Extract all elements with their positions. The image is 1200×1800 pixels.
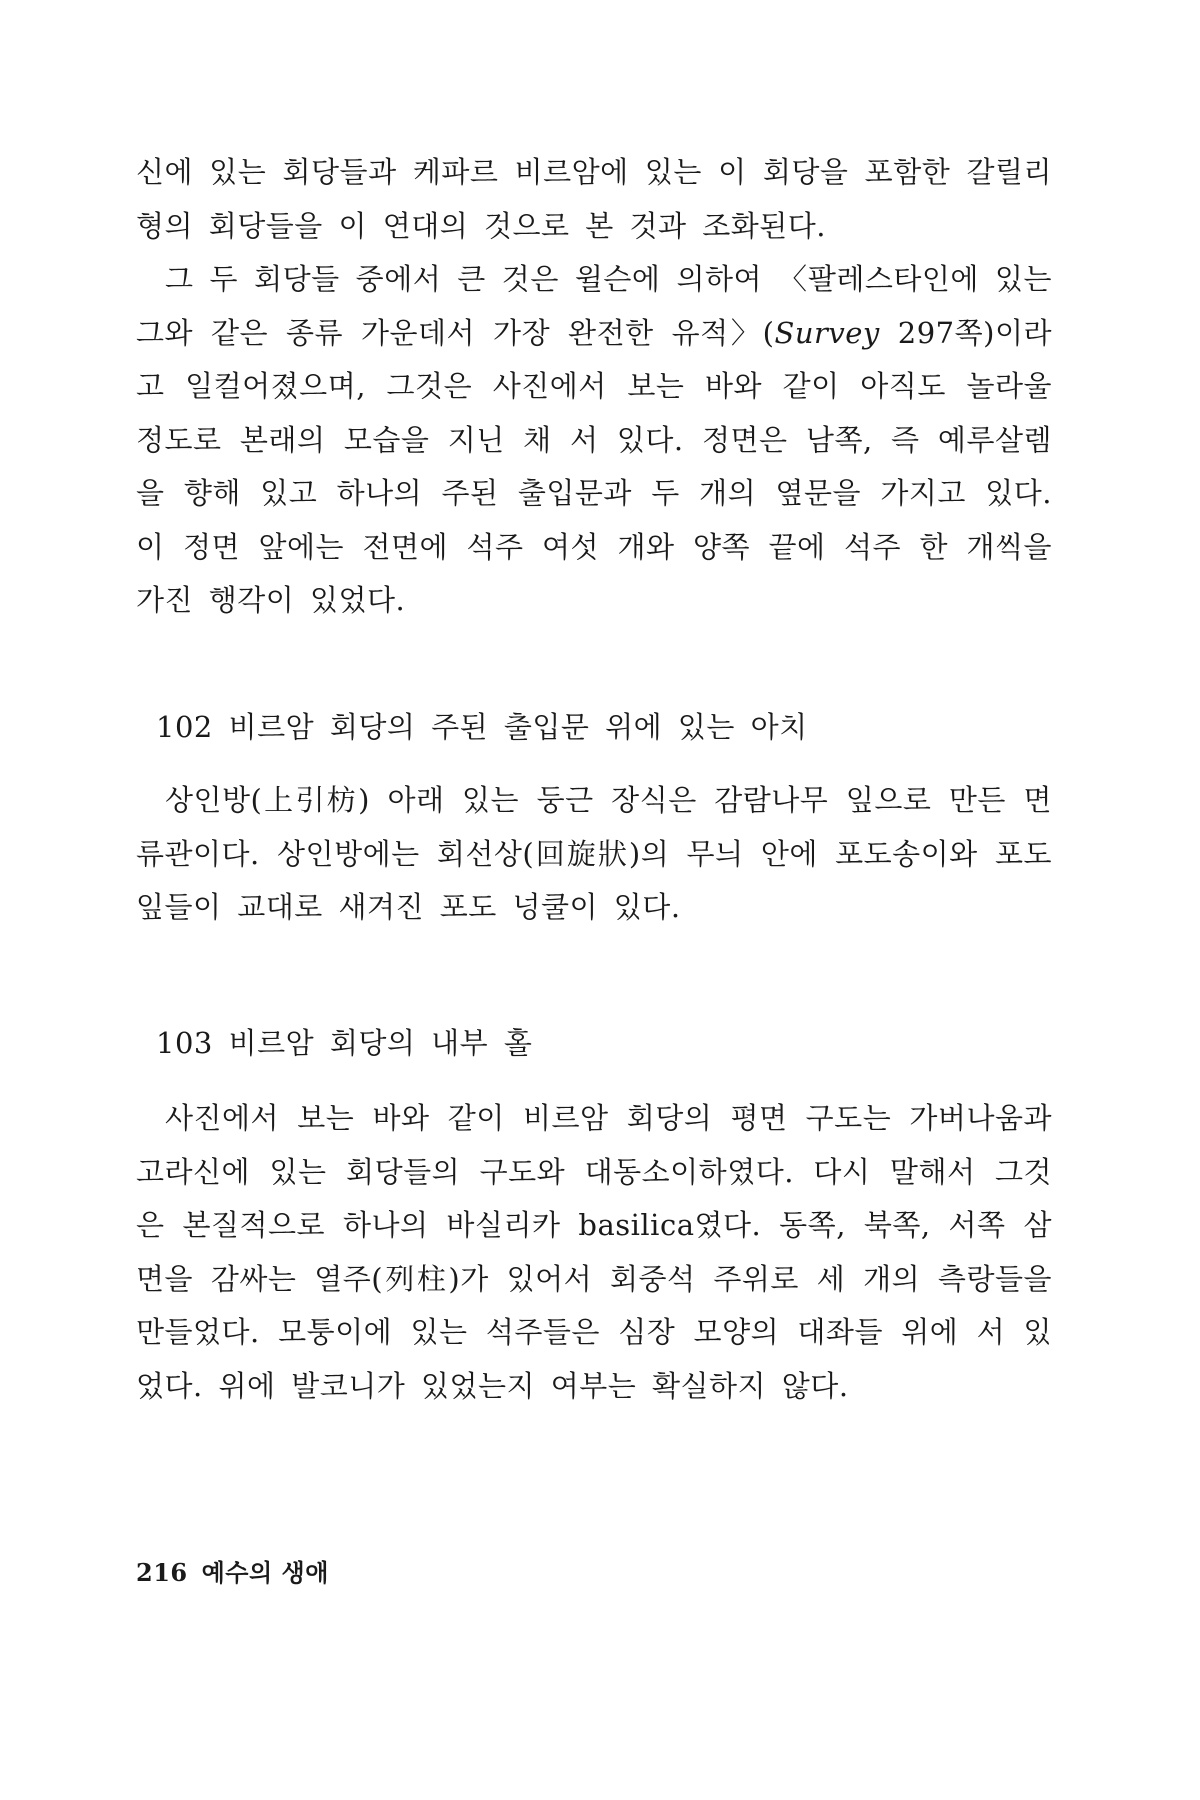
paragraph-synagogue-description bbox=[136, 253, 1052, 628]
running-title: 예수의 생애 bbox=[201, 1558, 329, 1587]
paragraph-text: 그 두 회당들 중에서 큰 것은 윌슨에 의하여 〈팔레스타인에 있는 그와 같은 종류 가운데서 가장 완전한 유적〉( bbox=[136, 262, 1052, 350]
survey-citation: Survey bbox=[774, 315, 880, 350]
paragraph-text: 297쪽)이라고 일컬어졌으며, 그것은 사진에서 보는 바와 같이 아직도 놀라울 정도로 본래의 모습을 지닌 채 서 있다. 정면은 남쪽, 즉 예루살렘을 향해 있고 하나의 주된 출입문과 두 개의 옆문을 가지고 있다. 이 정면 앞에는 전면에 석주 여섯 개와 양쪽 끝에 석주 한 개씩을 가진 행각이 있었다. bbox=[136, 315, 1052, 617]
figure-caption-102: 102 비르암 회당의 주된 출입문 위에 있는 아치 bbox=[156, 709, 808, 744]
page-footer bbox=[136, 1553, 329, 1588]
page-number: 216 bbox=[136, 1558, 188, 1587]
figure-caption-103: 103 비르암 회당의 내부 홀 bbox=[156, 1025, 533, 1060]
paragraph-arch-description: 상인방(上引枋) 아래 있는 둥근 장식은 감람나무 잎으로 만든 면류관이다. 상인방에는 회선상(回旋狀)의 무늬 안에 포도송이와 포도잎들이 교대로 새겨진 포도 넝쿨이 있다. bbox=[136, 783, 1052, 924]
paragraph-continued: 신에 있는 회당들과 케파르 비르암에 있는 이 회당을 포함한 갈릴리 형의 회당들을 이 연대의 것으로 본 것과 조화된다. bbox=[136, 155, 1052, 243]
paragraph-interior-description: 사진에서 보는 바와 같이 비르암 회당의 평면 구도는 가버나움과 고라신에 있는 회당들의 구도와 대동소이하였다. 다시 말해서 그것은 본질적으로 하나의 바실리카 basilica였다. 동쪽, 북쪽, 서쪽 삼면을 감싸는 열주(列柱)가 있어서 회중석 주위로 세 개의 측랑들을 만들었다. 모퉁이에 있는 석주들은 심장 모양의 대좌들 위에 서 있었다. 위에 발코니가 있었는지 여부는 확실하지 않다. bbox=[136, 1101, 1052, 1403]
